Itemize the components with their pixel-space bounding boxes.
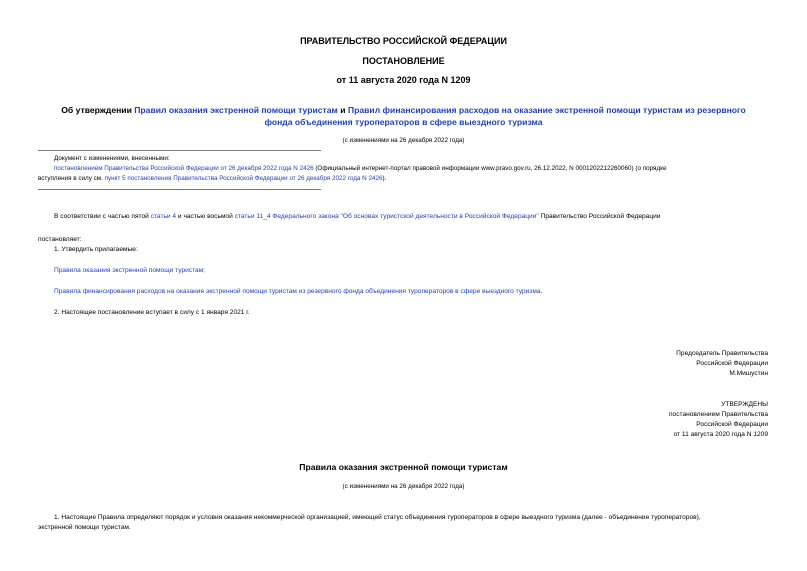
signature-name: М.Мишустин <box>729 370 768 377</box>
note-bottom-divider <box>38 189 321 190</box>
signature-position: Председатель Правительства <box>676 350 768 357</box>
approved-date-number: от 11 августа 2020 года N 1209 <box>673 431 768 438</box>
changes-note-intro: Документ с изменениями, внесенными: <box>54 155 170 162</box>
rules-title: Правила оказания экстренной помощи туристам <box>299 462 508 472</box>
approved-by: постановлением Правительства <box>668 411 768 418</box>
rules-amended-note: (с изменениями на 26 декабря 2022 года) <box>342 483 465 490</box>
title-link-rules-financing-line1[interactable]: Правил финансирования расходов на оказание экстренной помощи туристам из резервного <box>347 105 746 115</box>
changes-note-body <box>38 164 769 183</box>
approved-country: Российской Федерации <box>696 421 768 428</box>
approved-label: УТВЕРЖДЕНЫ <box>721 401 768 408</box>
document-title <box>0 104 807 128</box>
preamble-link-article11-4[interactable]: статьи 11_4 Федерального закона "Об основах туристской деятельности в Российской Федерации" <box>234 213 539 220</box>
government-name: ПРАВИТЕЛЬСТВО РОССИЙСКОЙ ФЕДЕРАЦИИ <box>300 36 507 46</box>
preamble-paragraph <box>54 212 769 222</box>
link-rules-financing[interactable]: Правила финансирования расходов на оказание экстренной помощи туристам из резервного фонда объединения туроператоров в сфере выездного туризма. <box>54 288 543 295</box>
preamble-text3: Правительство Российской Федерации <box>538 213 661 220</box>
link-rules-emergency-assistance[interactable]: Правила оказания экстренной помощи туристам; <box>54 267 206 274</box>
note-top-divider <box>38 150 321 151</box>
changes-note-text1: (Официальный интернет-портал правовой информации www.pravo.gov.ru, 26.12.2022, N 0001202212260060) (о порядке <box>313 165 667 172</box>
rules-p1-line2: экстренной помощи туристам. <box>38 523 131 531</box>
item-2: 2. Настоящее постановление вступает в силу с 1 января 2021 г. <box>54 309 250 316</box>
title-amended-note: (с изменениями на 26 декабря 2022 года) <box>342 137 465 144</box>
document-date-number: от 11 августа 2020 года N 1209 <box>336 75 471 85</box>
changes-note-link-clause5[interactable]: пункт 5 постановления Правительства Российской Федерации от 26 декабря 2022 года N 2426 <box>104 174 383 182</box>
rules-paragraph-1 <box>38 513 769 532</box>
item-1: 1. Утвердить прилагаемые: <box>54 246 138 253</box>
preamble-text1: В соответствии с частью пятой <box>54 213 151 220</box>
signature-country: Российской Федерации <box>696 360 768 367</box>
preamble-text2: и частью восьмой <box>176 213 235 220</box>
preamble-decides: постановляет: <box>38 236 82 243</box>
changes-note-text3: ). <box>382 174 387 182</box>
document-type: ПОСТАНОВЛЕНИЕ <box>362 56 445 66</box>
title-link-rules-assistance[interactable]: Правил оказания экстренной помощи туристам <box>134 105 338 115</box>
title-link-rules-financing-line2[interactable]: фонда объединения туроператоров в сфере выездного туризма <box>264 117 543 127</box>
preamble-link-article4[interactable]: статьи 4 <box>150 213 177 220</box>
title-prefix: Об утверждении <box>61 105 135 115</box>
rules-p1-line1: 1. Настоящие Правила определяют порядок и условия оказания некоммерческой организацией, имеющей статус объединения туроператоров в сфере выездного туризма (далее - объединение туроператоров), <box>54 514 701 521</box>
title-middle: и <box>337 105 348 115</box>
changes-note-link-decree[interactable]: постановлением Правительства Российской Федерации от 26 декабря 2022 года N 2426 <box>54 165 314 172</box>
changes-note-text2: вступления в силу см. <box>38 174 105 182</box>
